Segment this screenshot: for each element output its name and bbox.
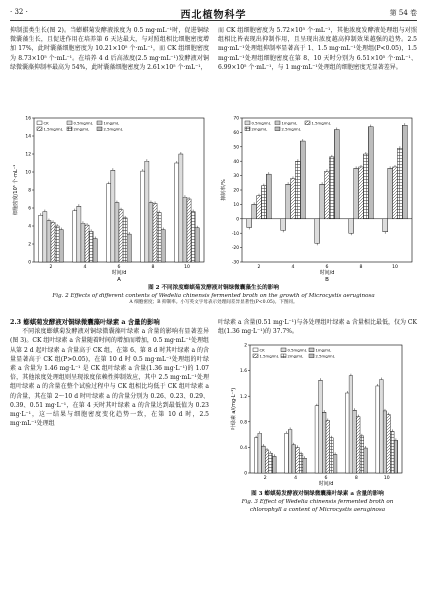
bar [394, 440, 398, 473]
bar [363, 154, 368, 219]
bar [349, 219, 354, 233]
legend-swatch [281, 354, 286, 358]
bar [345, 393, 349, 473]
figure2-panel-b-chart [218, 112, 418, 282]
bar [380, 380, 384, 473]
legend-entry: 0.5mg/mL [251, 120, 271, 126]
x-tick-label: 10 [184, 265, 190, 270]
y-axis-label: 抑制率/% [221, 179, 227, 201]
bar [187, 199, 191, 262]
bar [47, 221, 51, 262]
figure3-caption-en-1: Fig. 3 Effect of Wedelia chinensis fermented broth on [241, 499, 394, 505]
bar [145, 161, 149, 262]
legend-swatch [97, 127, 102, 131]
bar [247, 219, 252, 228]
figure2-caption-cn: 图 2 不同浓度蟛蜞菊发酵液对铜绿微囊藻生长的影响 [148, 285, 279, 291]
bar [153, 204, 157, 263]
bar [85, 225, 89, 262]
bar [291, 178, 296, 218]
legend-entry: 1mg/mL [103, 120, 120, 126]
bar [402, 125, 407, 219]
bar [183, 197, 187, 262]
y-tick-label: 16 [25, 116, 31, 122]
bar [265, 450, 269, 473]
x-tick-label: 6 [325, 265, 329, 270]
panel-label: B [325, 277, 329, 282]
figure2-caption-note: A 细胞密度；B 抑制率。小写英文字母表示处理间差异显著性(P<0.05)。下图同。 [129, 300, 298, 305]
bar [387, 415, 391, 473]
legend-entry: 0.5mg/mL [73, 120, 93, 126]
bar [43, 212, 47, 262]
bar [149, 203, 153, 262]
bar [81, 223, 85, 262]
legend-entry: 1.5mg/mL [311, 120, 331, 126]
journal-title: 西北植物科学 [180, 10, 247, 21]
bar [364, 448, 368, 473]
bar [383, 219, 388, 232]
bar [349, 376, 353, 473]
y-tick-label: 0 [236, 217, 239, 223]
legend-swatch [281, 348, 286, 352]
legend-swatch [37, 121, 42, 125]
y-axis-label: 细胞密度/10⁵ 个·mL⁻¹ [13, 164, 19, 216]
y-axis-label: 叶绿素 a/(mg·L⁻¹) [231, 387, 237, 431]
bar [115, 203, 119, 262]
legend-entry: 1.5mg/mL [259, 353, 279, 359]
x-tick-label: 4 [291, 265, 295, 270]
x-tick-label: 2 [49, 265, 53, 270]
bar [393, 167, 398, 219]
bar [254, 438, 258, 473]
legend-entry: 2.5mg/mL [281, 126, 301, 132]
y-tick-label: 1.6 [240, 369, 247, 375]
x-tick-label: 8 [354, 476, 358, 481]
bar [272, 456, 276, 473]
bar [161, 230, 165, 262]
bar [359, 167, 364, 219]
paragraph: 不同浓度蟛蜞菊发酵液对铜绿微囊藻叶绿素 a 含量的影响有显著差异(图 3)。CK 组叶绿素 a 含量随着时间的增加而增加，0.5 mg·mL⁻¹处理组从第 2 d 起叶绿素 a 含量高于 CK 组，在第 6、第 8 d 时其叶绿素 a 的含量显著高于 CK 组(P>0.05)，在第 10 d 时 0.5 mg·mL⁻¹处理组的叶绿素 a 含量为 1.46 mg·L⁻¹ 是 CK 组叶绿素 a 含量(1.36 mg·L⁻¹)的 1.07 倍，其他浓度处理组则呈现浓度依赖性抑制效应，其中 2.5 mg·mL⁻¹处理组叶绿素 a 的含量在整个试验过程中与 CK 组相比均低于 CK 组叶绿素 a 的含量，其在第 2～10 d 时叶绿素 a 的含量分别为 0.26、0.23、0.29、0.39、0.51 mg·L⁻¹，在第 4 天时其叶绿素 a 的含量达到最低值为 0.23 mg·L⁻¹，这一结果与细胞密度变化趋势一致，在第 10 d 时，2.5 mg·mL⁻¹处理组 [10, 328, 209, 428]
legend-swatch [309, 354, 314, 358]
y-tick-label: 2 [28, 242, 31, 248]
bar [107, 184, 111, 262]
y-tick-label: -30 [231, 260, 239, 266]
y-tick-label: 30 [233, 174, 239, 180]
bar [252, 204, 257, 218]
bar [195, 228, 199, 262]
y-tick-label: 20 [233, 188, 239, 194]
page-number: · 32 · [10, 8, 28, 16]
bar [315, 406, 319, 473]
legend-entry: 2mg/mL [251, 126, 268, 132]
bar [334, 130, 339, 219]
bar [257, 196, 262, 219]
volume-label: 第 54 卷 [389, 9, 417, 17]
legend-entry: 1mg/mL [281, 120, 298, 126]
y-tick-label: 12 [25, 152, 31, 158]
bar [266, 174, 271, 219]
x-tick-label: 8 [359, 265, 363, 270]
panel-label: A [117, 277, 121, 282]
bar [303, 458, 307, 473]
bar [296, 447, 300, 473]
x-tick-label: 4 [83, 265, 87, 270]
y-tick-label: 0.8 [240, 420, 247, 426]
y-tick-label: 40 [233, 159, 239, 165]
y-tick-label: 4 [28, 224, 31, 230]
bar [286, 184, 291, 219]
bar [329, 157, 334, 219]
legend-entry: 2mg/mL [73, 126, 90, 132]
bar [330, 438, 334, 473]
bar [285, 433, 289, 473]
legend-swatch [245, 121, 250, 125]
bar [119, 210, 123, 262]
bar [354, 168, 359, 218]
y-tick-label: 0.4 [240, 446, 247, 451]
bar [319, 380, 323, 473]
bar [333, 454, 337, 473]
top-left-column [10, 26, 209, 72]
legend-entry: 2.5mg/mL [315, 353, 335, 359]
legend-entry: 0.5mg/mL [287, 347, 307, 353]
legend-swatch [253, 354, 258, 358]
bar [111, 170, 115, 262]
y-tick-label: 8 [28, 188, 31, 194]
x-tick-label: 2 [263, 476, 267, 481]
figure3-caption-en-2: chlorophyll a content of Microcystis aeruginosa [249, 507, 386, 513]
y-tick-label: 50 [233, 145, 239, 151]
y-tick-label: 14 [25, 134, 31, 140]
bar [39, 215, 43, 262]
y-tick-label: 0 [28, 260, 31, 266]
bar [157, 213, 161, 263]
section-heading: 2.3 蟛蜞菊发酵液对铜绿微囊藻叶绿素 a 含量的影响 [10, 318, 160, 326]
legend-swatch [305, 121, 310, 125]
bar [258, 433, 262, 473]
bar [77, 206, 81, 262]
bar [55, 226, 59, 262]
x-tick-label: 8 [151, 265, 155, 270]
section-2-3-continued [218, 318, 417, 336]
bar [315, 219, 320, 243]
bar [397, 148, 402, 219]
x-tick-label: 10 [383, 476, 390, 481]
bar [262, 446, 266, 473]
y-tick-label: -20 [231, 246, 239, 252]
bar [175, 163, 179, 262]
running-header [10, 6, 417, 21]
figure2-caption [10, 284, 417, 307]
bar [360, 436, 364, 473]
bar [73, 211, 77, 262]
bar [281, 219, 286, 231]
legend-swatch [275, 127, 280, 131]
legend-entry: 2.5mg/mL [103, 126, 123, 132]
bar [59, 230, 63, 262]
bar [383, 411, 387, 473]
legend-entry: 1.5mg/mL [43, 126, 63, 132]
bar [356, 417, 360, 473]
y-tick-label: 60 [233, 131, 239, 136]
bar [353, 410, 357, 473]
bar [191, 212, 195, 262]
legend-swatch [67, 121, 72, 125]
y-tick-label: -10 [231, 231, 239, 237]
bar [390, 431, 394, 473]
bar [288, 429, 292, 473]
bar [292, 445, 296, 473]
bar [123, 218, 127, 262]
legend-swatch [67, 127, 72, 131]
legend-swatch [253, 348, 258, 352]
bar [368, 127, 373, 219]
top-right-column [218, 26, 417, 72]
legend-swatch [37, 127, 42, 131]
bar [299, 454, 303, 473]
figure2-caption-en: Fig. 2 Effects of different contents of Wedelia chinensis fermented broth on the growth of Microcystis aeruginosa [52, 293, 375, 299]
figure2-panel-a-chart [10, 112, 210, 282]
x-axis-label: 时间/d [111, 270, 127, 276]
y-tick-label: 1.2 [240, 394, 247, 400]
legend-swatch [97, 121, 102, 125]
y-tick-label: 70 [233, 116, 239, 122]
bar [295, 161, 300, 219]
figure3-caption-cn: 图 3 蟛蜞菊发酵液对铜绿微囊藻叶绿素 a 含量的影响 [251, 491, 384, 497]
bar [322, 412, 326, 473]
x-tick-label: 6 [324, 476, 328, 481]
bar [326, 421, 330, 473]
bar [300, 141, 305, 219]
legend-swatch [245, 127, 250, 131]
paragraph: 而 CK 组细胞密度为 5.72×10⁵ 个·mL⁻¹，其他浓度发酵液处理组与对照组相比皆表现出抑制作用，且呈现出浓度越高抑制效果越强的趋势。2.5 mg·mL⁻¹处理组抑制率显著高于 1、1.5 mg·mL⁻¹处理组(P<0.05)，1.5 mg·mL⁻¹处理组细胞密度在第 8、10 天时分别为 6.51×10⁵ 个·mL⁻¹、6.99×10⁵ 个·mL⁻¹，与 1 mg·mL⁻¹处理组的细胞密度无显著差异。 [218, 27, 417, 71]
bar [325, 171, 330, 219]
x-axis-label: 时间/d [319, 270, 335, 276]
figure3-chart [228, 340, 408, 488]
y-tick-label: 10 [233, 203, 239, 208]
paragraph: 叶绿素 a 含量(0.51 mg·L⁻¹)与各处理组叶绿素 a 含量相比最低，仅为 CK 组(1.36 mg·L⁻¹)的 37.7%。 [218, 319, 417, 336]
x-axis-label: 时间/d [318, 481, 334, 487]
legend-entry: CK [43, 120, 49, 126]
bar [320, 184, 325, 219]
bar [269, 453, 273, 473]
y-tick-label: 10 [25, 170, 31, 176]
figure3-caption [218, 490, 417, 514]
section-2-3 [10, 318, 209, 428]
x-tick-label: 2 [257, 265, 261, 270]
legend-swatch [275, 121, 280, 125]
y-tick-label: 0 [244, 471, 247, 477]
bar [127, 234, 131, 262]
legend-entry: CK [259, 347, 265, 353]
legend-swatch [309, 348, 314, 352]
legend-entry: 2mg/mL [287, 353, 304, 359]
x-tick-label: 10 [392, 265, 398, 270]
bar [89, 231, 93, 262]
bar [261, 186, 266, 219]
bar [141, 171, 145, 262]
legend-entry: 1mg/mL [315, 347, 332, 353]
y-tick-label: 6 [28, 206, 31, 212]
x-tick-label: 4 [294, 476, 298, 481]
bar [93, 239, 97, 262]
bar [388, 168, 393, 218]
x-tick-label: 6 [117, 265, 121, 270]
bar [179, 154, 183, 262]
paragraph: 抑制蛋类生长(图 2)。当蟛蜞菊发酵液浓度为 0.5 mg·mL⁻¹时，促进铜绿微囊藻生长，且促进作用在培养第 6 天达最大，与对照组相比细胞密度增加 17%，此时囊藻细胞密度为 10.21×10⁵ 个·mL⁻¹，而 CK 组细胞密度为 8.73×10⁵ 个·mL⁻¹。在培养 4 d 后高浓度(2.5 mg·mL⁻¹)发酵液对铜绿微囊藻抑制率最高为 54%，此时囊藻细胞密度为 2.61×10⁵ 个·mL⁻¹， [10, 27, 209, 71]
bar [51, 222, 55, 262]
y-tick-label: 2 [244, 343, 247, 349]
bar [376, 386, 380, 473]
